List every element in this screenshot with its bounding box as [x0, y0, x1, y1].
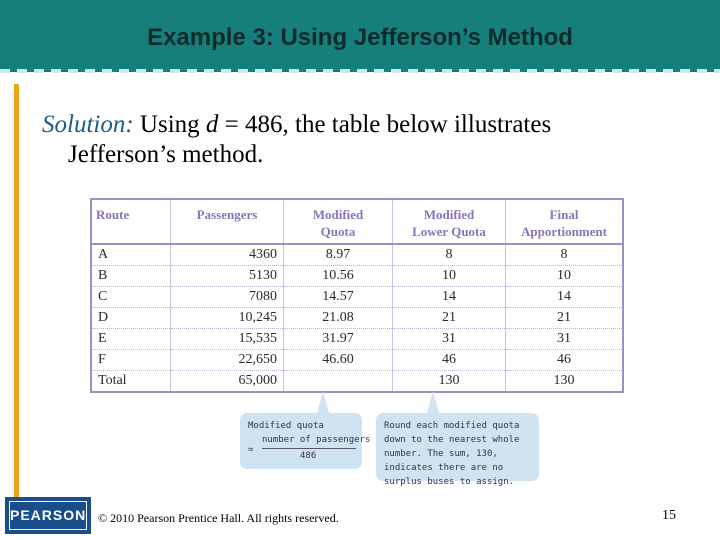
cell-lower-quota: 130 [393, 371, 506, 393]
cell-final: 8 [506, 244, 624, 266]
cell-quota: 21.08 [284, 308, 393, 329]
table-row [91, 350, 623, 371]
cell-route: F [91, 350, 171, 371]
solution-text-line2: Jefferson’s method. [68, 141, 264, 168]
cell-final: 21 [506, 308, 624, 329]
table-row [91, 287, 623, 308]
solution-text-part2: = 486, the table below illustrates [218, 111, 552, 138]
solution-text-part1: Using [133, 111, 206, 138]
table-row [91, 266, 623, 287]
cell-final: 31 [506, 329, 624, 350]
solution-text [42, 110, 682, 170]
header-route: Route [91, 199, 171, 244]
cell-final: 14 [506, 287, 624, 308]
formula-equals: = [248, 445, 254, 455]
header-final-apportionment: Final Apportionment [506, 199, 624, 244]
cell-final: 46 [506, 350, 624, 371]
formula-numerator: number of passengers [262, 435, 371, 445]
callout-pointer [317, 391, 329, 413]
cell-lower-quota: 8 [393, 244, 506, 266]
cell-quota: 46.60 [284, 350, 393, 371]
copyright-notice: © 2010 Pearson Prentice Hall. All rights reserved. [98, 511, 339, 525]
slide-title: Example 3: Using Jefferson’s Method [147, 24, 573, 51]
accent-rule [14, 84, 19, 502]
slide-header [0, 0, 720, 72]
page-number: 15 [662, 508, 676, 523]
modified-quota-callout [240, 413, 371, 469]
table-total-row [91, 371, 623, 393]
cell-passengers: 15,535 [171, 329, 284, 350]
rounding-callout [376, 413, 539, 487]
cell-passengers: 22,650 [171, 350, 284, 371]
formula-denominator: 486 [300, 451, 317, 461]
table-row [91, 329, 623, 350]
header-modified-lower-quota: Modified Lower Quota [393, 199, 506, 244]
cell-lower-quota: 31 [393, 329, 506, 350]
callout-quota-label: Modified quota [248, 421, 324, 431]
cell-quota [284, 371, 393, 393]
cell-route: A [91, 244, 171, 266]
cell-lower-quota: 14 [393, 287, 506, 308]
table-row [91, 244, 623, 266]
cell-passengers: 10,245 [171, 308, 284, 329]
cell-quota: 8.97 [284, 244, 393, 266]
cell-final: 10 [506, 266, 624, 287]
pearson-logo [5, 497, 91, 534]
cell-quota: 14.57 [284, 287, 393, 308]
cell-lower-quota: 21 [393, 308, 506, 329]
header-passengers: Passengers [171, 199, 284, 244]
cell-route: B [91, 266, 171, 287]
logo-text: PEARSON [9, 501, 87, 530]
cell-passengers: 65,000 [171, 371, 284, 393]
callout-round-text: Round each modified quota down to the nearest whole number. The sum, 130, indicates there are no surplus buses to assign. [384, 421, 520, 487]
table-row [91, 308, 623, 329]
cell-route: E [91, 329, 171, 350]
cell-route: C [91, 287, 171, 308]
cell-route: D [91, 308, 171, 329]
cell-passengers: 7080 [171, 287, 284, 308]
header-modified-quota: Modified Quota [284, 199, 393, 244]
callout-pointer [427, 391, 439, 413]
apportionment-table [90, 198, 624, 393]
cell-lower-quota: 46 [393, 350, 506, 371]
table-header-row [91, 199, 623, 244]
divisor-variable: d [205, 111, 219, 138]
cell-route: Total [91, 371, 171, 393]
cell-quota: 31.97 [284, 329, 393, 350]
solution-label: Solution: [42, 111, 134, 138]
cell-final: 130 [506, 371, 624, 393]
cell-quota: 10.56 [284, 266, 393, 287]
cell-passengers: 5130 [171, 266, 284, 287]
cell-passengers: 4360 [171, 244, 284, 266]
header-dashed-divider [0, 69, 720, 73]
cell-lower-quota: 10 [393, 266, 506, 287]
